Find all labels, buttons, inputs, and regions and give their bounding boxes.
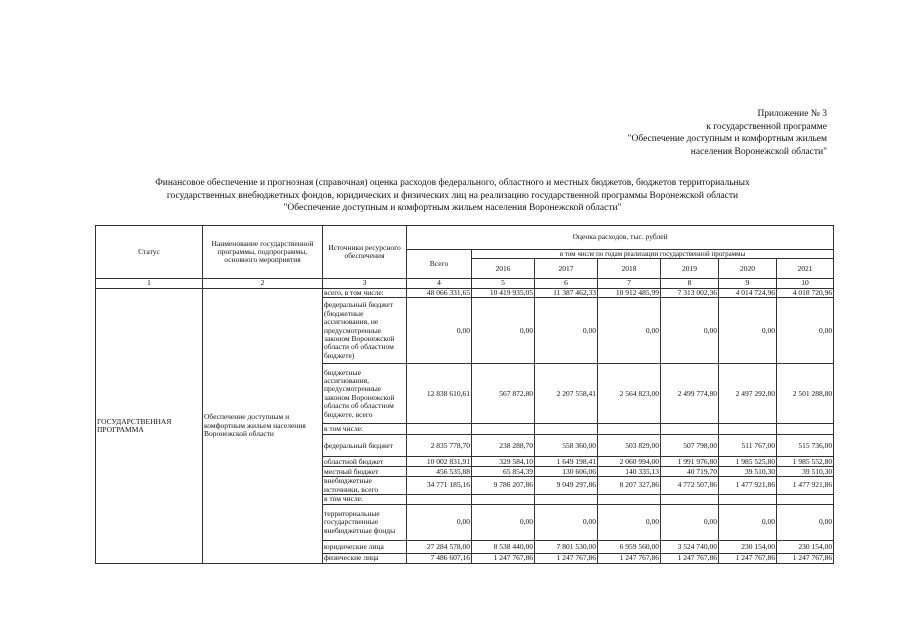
header-status: Статус xyxy=(96,226,203,279)
year-value-cell: 2 207 558,41 xyxy=(535,364,598,424)
year-value-cell: 7 313 002,36 xyxy=(661,288,719,297)
year-value-cell: 230 154,00 xyxy=(719,541,777,554)
year-value-cell: 238 288,70 xyxy=(472,435,535,457)
year-value-cell xyxy=(472,495,535,505)
year-value-cell: 140 335,13 xyxy=(598,467,661,477)
year-value-cell: 0,00 xyxy=(472,505,535,541)
year-value-cell: 0,00 xyxy=(777,298,834,364)
year-value-cell: 0,00 xyxy=(661,505,719,541)
year-value-cell: 2 564 823,00 xyxy=(598,364,661,424)
status-cell: ГОСУДАРСТВЕННАЯ ПРОГРАММА xyxy=(96,288,203,563)
total-cell: 34 771 185,16 xyxy=(407,477,472,495)
appendix-line: населения Воронежской области" xyxy=(690,146,827,157)
year-value-cell: 515 736,00 xyxy=(777,435,834,457)
year-value-cell: 0,00 xyxy=(598,298,661,364)
title-line: "Обеспечение доступным и комфортным жильем населения Воронежской области" xyxy=(283,203,622,214)
year-value-cell: 6 959 560,00 xyxy=(598,541,661,554)
year-value-cell: 39 510,30 xyxy=(777,467,834,477)
year-value-cell: 130 606,06 xyxy=(535,467,598,477)
year-value-cell: 1 247 767,86 xyxy=(535,554,598,564)
year-value-cell: 10 912 485,99 xyxy=(598,288,661,297)
total-cell xyxy=(407,424,472,435)
header-total: Всего xyxy=(407,250,472,279)
year-value-cell: 0,00 xyxy=(661,298,719,364)
year-value-cell: 1 985 552,80 xyxy=(777,457,834,467)
year-value-cell: 4 018 720,96 xyxy=(777,288,834,297)
appendix-line: к государственной программе xyxy=(706,121,827,132)
source-cell: федеральный бюджет xyxy=(323,435,407,457)
year-value-cell: 1 247 767,86 xyxy=(661,554,719,564)
year-value-cell xyxy=(535,495,598,505)
year-value-cell: 511 767,00 xyxy=(719,435,777,457)
source-cell: юридические лица xyxy=(323,541,407,554)
source-cell: внебюджетные источники, всего xyxy=(323,477,407,495)
appendix-line: "Обеспечение доступным и комфортным жильем xyxy=(627,134,827,145)
year-value-cell: 1 247 767,86 xyxy=(719,554,777,564)
header-year: 2018 xyxy=(598,259,661,279)
year-value-cell xyxy=(598,424,661,435)
financing-table xyxy=(95,225,834,564)
year-value-cell: 4 772 507,86 xyxy=(661,477,719,495)
year-value-cell: 1 477 921,86 xyxy=(719,477,777,495)
header-by-years: в том числе по годам реализации государственной программы xyxy=(472,250,834,259)
year-value-cell: 7 801 530,00 xyxy=(535,541,598,554)
column-number: 2 xyxy=(203,279,323,288)
total-cell: 456 535,88 xyxy=(407,467,472,477)
year-value-cell: 2 501 288,80 xyxy=(777,364,834,424)
total-cell: 2 835 778,70 xyxy=(407,435,472,457)
total-cell: 0,00 xyxy=(407,505,472,541)
total-cell: 10 002 831,91 xyxy=(407,457,472,467)
year-value-cell: 0,00 xyxy=(535,505,598,541)
column-number: 5 xyxy=(472,279,535,288)
source-cell: бюджетные ассигнования, предусмотренные законом Воронежской области об областном бюджете, всего xyxy=(323,364,407,424)
year-value-cell: 3 524 740,00 xyxy=(661,541,719,554)
header-year: 2021 xyxy=(777,259,834,279)
year-value-cell: 0,00 xyxy=(719,505,777,541)
year-value-cell: 1 247 767,86 xyxy=(598,554,661,564)
year-value-cell xyxy=(777,495,834,505)
appendix-block xyxy=(628,108,827,158)
year-value-cell: 4 014 724,96 xyxy=(719,288,777,297)
year-value-cell xyxy=(777,424,834,435)
year-value-cell xyxy=(719,424,777,435)
year-value-cell: 1 247 767,86 xyxy=(472,554,535,564)
year-value-cell: 567 872,80 xyxy=(472,364,535,424)
year-value-cell xyxy=(472,424,535,435)
year-value-cell: 1 985 525,80 xyxy=(719,457,777,467)
year-value-cell xyxy=(719,495,777,505)
source-cell: местный бюджет xyxy=(323,467,407,477)
year-value-cell: 0,00 xyxy=(472,298,535,364)
table-row xyxy=(96,288,834,297)
year-value-cell: 329 584,10 xyxy=(472,457,535,467)
year-value-cell: 10 419 935,05 xyxy=(472,288,535,297)
source-cell: физические лица xyxy=(323,554,407,564)
appendix-line: Приложение № 3 xyxy=(757,109,827,119)
header-estimate: Оценка расходов, тыс. рублей xyxy=(407,226,834,250)
year-value-cell: 230 154,00 xyxy=(777,541,834,554)
year-value-cell: 8 538 440,00 xyxy=(472,541,535,554)
year-value-cell: 8 207 327,86 xyxy=(598,477,661,495)
program-name-cell: Обеспечение доступным и комфортным жильем населения Воронежской области xyxy=(203,288,323,563)
year-value-cell: 2 499 774,80 xyxy=(661,364,719,424)
total-cell: 0,00 xyxy=(407,298,472,364)
header-sources: Источники ресурсного обеспечения xyxy=(323,226,407,279)
column-number: 8 xyxy=(661,279,719,288)
column-number: 10 xyxy=(777,279,834,288)
header-year: 2016 xyxy=(472,259,535,279)
year-value-cell: 9 786 207,86 xyxy=(472,477,535,495)
header-year: 2019 xyxy=(661,259,719,279)
header-year: 2020 xyxy=(719,259,777,279)
title-line: Финансовое обеспечение и прогнозная (справочная) оценка расходов федерального, областного и местных бюджетов, бюджетов территориальных xyxy=(155,178,750,188)
total-cell: 27 284 578,00 xyxy=(407,541,472,554)
year-value-cell: 11 387 462,33 xyxy=(535,288,598,297)
year-value-cell: 0,00 xyxy=(535,298,598,364)
title-line: государственных внебюджетных фондов, юридических и физических лиц на реализацию государственной программы Воронежской области xyxy=(166,190,739,201)
year-value-cell xyxy=(661,495,719,505)
column-number: 4 xyxy=(407,279,472,288)
year-value-cell: 1 991 976,80 xyxy=(661,457,719,467)
source-cell: в том числе: xyxy=(323,424,407,435)
total-cell xyxy=(407,495,472,505)
year-value-cell: 40 719,70 xyxy=(661,467,719,477)
year-value-cell: 65 854,39 xyxy=(472,467,535,477)
year-value-cell: 2 497 292,80 xyxy=(719,364,777,424)
total-cell: 48 066 331,65 xyxy=(407,288,472,297)
year-value-cell: 9 049 297,86 xyxy=(535,477,598,495)
total-cell: 7 486 607,16 xyxy=(407,554,472,564)
source-cell: территориальные государственные внебюджетные фонды xyxy=(323,505,407,541)
total-cell: 12 838 610,61 xyxy=(407,364,472,424)
column-number: 9 xyxy=(719,279,777,288)
year-value-cell: 39 510,30 xyxy=(719,467,777,477)
year-value-cell: 1 649 198,41 xyxy=(535,457,598,467)
source-cell: областной бюджет xyxy=(323,457,407,467)
column-number: 7 xyxy=(598,279,661,288)
year-value-cell xyxy=(598,495,661,505)
year-value-cell: 558 360,00 xyxy=(535,435,598,457)
year-value-cell xyxy=(535,424,598,435)
year-value-cell: 507 798,00 xyxy=(661,435,719,457)
year-value-cell xyxy=(661,424,719,435)
year-value-cell: 1 247 767,86 xyxy=(777,554,834,564)
source-cell: всего, в том числе: xyxy=(323,288,407,297)
header-year: 2017 xyxy=(535,259,598,279)
header-name: Наименование государственной программы, подпрограммы, основного мероприятия xyxy=(203,226,323,279)
source-cell: федеральный бюджет (бюджетные ассигнования, не предусмотренные законом Воронежской области об областном бюджете) xyxy=(323,298,407,364)
year-value-cell: 503 829,00 xyxy=(598,435,661,457)
year-value-cell: 0,00 xyxy=(719,298,777,364)
column-number: 6 xyxy=(535,279,598,288)
year-value-cell: 0,00 xyxy=(598,505,661,541)
document-title xyxy=(0,177,905,215)
column-number: 1 xyxy=(96,279,203,288)
year-value-cell: 1 477 921,86 xyxy=(777,477,834,495)
year-value-cell: 2 060 994,00 xyxy=(598,457,661,467)
year-value-cell: 0,00 xyxy=(777,505,834,541)
column-number: 3 xyxy=(323,279,407,288)
source-cell: в том числе: xyxy=(323,495,407,505)
